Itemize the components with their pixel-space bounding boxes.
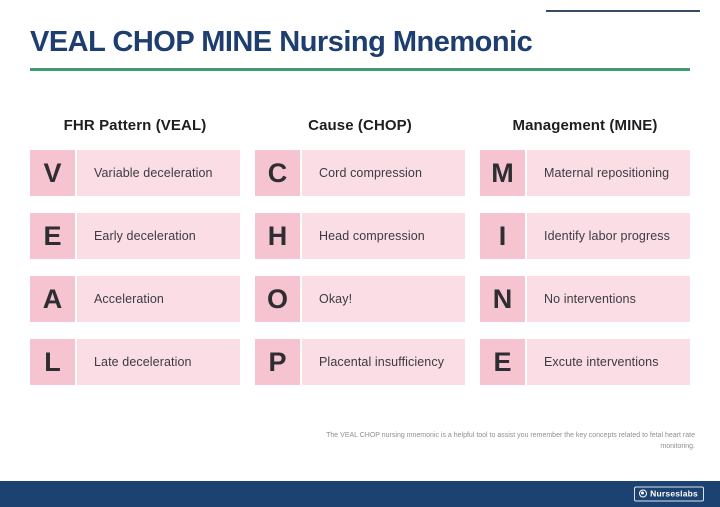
row-description: Cord compression [302, 150, 465, 196]
page-title: VEAL CHOP MINE Nursing Mnemonic [30, 26, 533, 58]
mnemonic-grid [30, 108, 690, 385]
row-description: Acceleration [77, 276, 240, 322]
column-fhr-pattern [30, 108, 240, 385]
row-description: Placental insufficiency [302, 339, 465, 385]
letter-badge: A [30, 276, 75, 322]
column-header-veal: FHR Pattern (VEAL) [63, 116, 207, 134]
letter-badge: M [480, 150, 525, 196]
row-l [30, 339, 240, 385]
brand-name: Nurseslabs [650, 488, 698, 499]
row-m [480, 150, 690, 196]
row-description: No interventions [527, 276, 690, 322]
row-description: Variable deceleration [77, 150, 240, 196]
nurseslabs-logo [634, 487, 704, 502]
letter-badge: E [480, 339, 525, 385]
letter-badge: O [255, 276, 300, 322]
letter-badge: C [255, 150, 300, 196]
row-description: Maternal repositioning [527, 150, 690, 196]
letter-badge: P [255, 339, 300, 385]
decorative-top-line [546, 10, 700, 12]
footnote-text: The VEAL CHOP nursing mnemonic is a helpful tool to assist you remember the key concepts related to fetal heart rate monitoring. [326, 432, 695, 450]
row-o [255, 276, 465, 322]
column-cause [255, 108, 465, 385]
row-h [255, 213, 465, 259]
row-description: Late deceleration [77, 339, 240, 385]
row-description: Head compression [302, 213, 465, 259]
row-e [30, 213, 240, 259]
nurseslabs-icon [639, 490, 647, 498]
row-c [255, 150, 465, 196]
letter-badge: E [30, 213, 75, 259]
column-management [480, 108, 690, 385]
letter-badge: I [480, 213, 525, 259]
letter-badge: N [480, 276, 525, 322]
column-header-mine: Management (MINE) [512, 116, 658, 134]
row-description: Identify labor progress [527, 213, 690, 259]
row-v [30, 150, 240, 196]
row-i [480, 213, 690, 259]
row-e2 [480, 339, 690, 385]
title-underline [30, 68, 690, 71]
column-header-chop: Cause (CHOP) [308, 116, 412, 134]
footer-bar [0, 481, 720, 507]
row-description: Excute interventions [527, 339, 690, 385]
row-p [255, 339, 465, 385]
letter-badge: L [30, 339, 75, 385]
letter-badge: V [30, 150, 75, 196]
row-n [480, 276, 690, 322]
letter-badge: H [255, 213, 300, 259]
row-description: Okay! [302, 276, 465, 322]
row-description: Early deceleration [77, 213, 240, 259]
row-a [30, 276, 240, 322]
